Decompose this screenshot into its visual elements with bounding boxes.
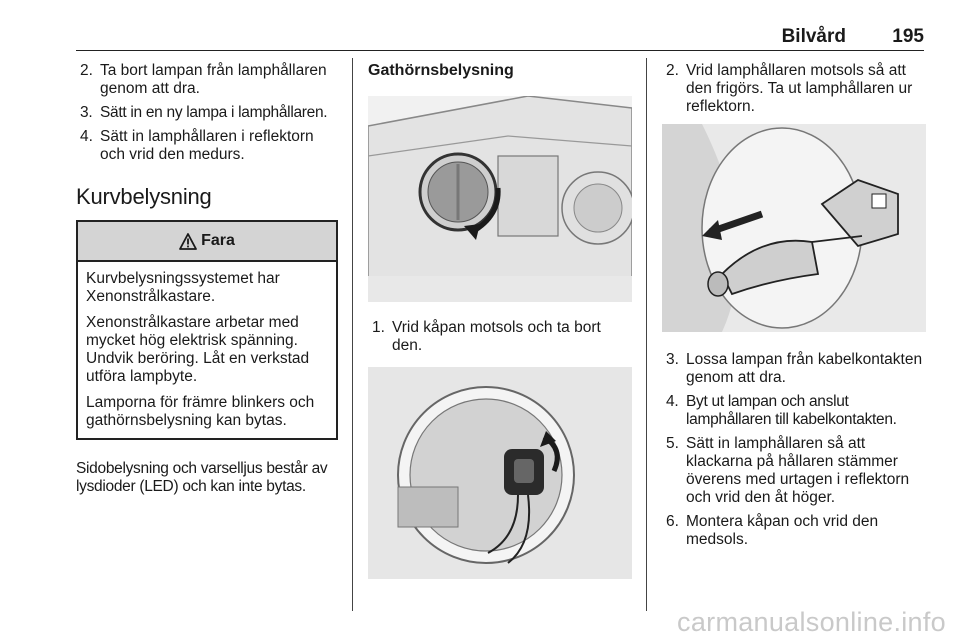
step-text: Sätt in lamphållaren så att klackarna på hållaren stämmer överens med urtagen i reflektorn och vrid den åt höger. — [686, 435, 910, 506]
led-note: Sidobelysning och varselljus består av lysdioder (LED) och kan inte bytas. — [76, 460, 328, 495]
step-item — [662, 62, 926, 116]
illustration-bulb-removal — [662, 124, 926, 332]
warning-paragraph: Xenonstrålkastare arbetar med mycket hög elektrisk spänning. Undvik beröring. Låt en verkstad utföra lampbyte. — [86, 314, 310, 385]
step-item — [76, 62, 338, 98]
step-number: 5. — [666, 435, 679, 452]
step-text: Ta bort lampan från lamphållaren genom att dra. — [100, 62, 327, 97]
step-number: 2. — [666, 62, 679, 79]
step-number: 3. — [80, 104, 93, 121]
warning-body — [78, 262, 336, 438]
step-text: Lossa lampan från kabelkontakten genom att dra. — [686, 351, 923, 386]
step-item — [662, 351, 926, 387]
step-text: Montera kåpan och vrid den medsols. — [686, 513, 879, 548]
watermark: carmanualsonline.info — [677, 607, 946, 637]
column-middle — [368, 62, 632, 584]
column-left — [76, 62, 338, 512]
page-header — [76, 20, 924, 51]
warning-paragraph: Kurvbelysningssystemet har Xenonstrålkastare. — [86, 270, 280, 305]
step-item — [76, 104, 338, 122]
page-number: 195 — [892, 26, 924, 47]
section-title: Bilvård — [781, 26, 846, 47]
step-number: 2. — [80, 62, 93, 79]
step-number: 4. — [80, 128, 93, 145]
warning-header — [78, 222, 336, 262]
step-text: Vrid kåpan motsols och ta bort den. — [392, 319, 601, 354]
warning-title: Fara — [201, 232, 235, 249]
danger-warning-box — [76, 220, 338, 440]
column-divider-right — [646, 58, 647, 611]
illustration-bulb-holder — [368, 367, 632, 579]
step-number: 6. — [666, 513, 679, 530]
step-text: Vrid lamphållaren motsols så att den frigörs. Ta ut lamphållaren ur reflektorn. — [686, 62, 913, 115]
warning-paragraph: Lamporna för främre blinkers och gathörnsbelysning kan bytas. — [86, 394, 315, 429]
step-number: 1. — [372, 319, 385, 336]
step-item — [662, 435, 926, 507]
column-right — [662, 62, 926, 555]
column-divider-left — [352, 58, 353, 611]
step-item — [662, 513, 926, 549]
step-item — [76, 128, 338, 164]
step-number: 4. — [666, 393, 679, 410]
step-text: Sätt in en ny lampa i lamphållaren. — [100, 104, 328, 121]
step-item — [368, 319, 632, 355]
step-item — [662, 393, 926, 429]
step-number: 3. — [666, 351, 679, 368]
step-text: Sätt in lamphållaren i reflektorn och vrid den medurs. — [100, 128, 314, 163]
section-heading-kurvbelysning: Kurvbelysning — [76, 184, 212, 209]
warning-triangle-icon — [179, 233, 197, 250]
illustration-headlamp-cover — [368, 96, 632, 302]
step-text: Byt ut lampan och anslut lamphållaren till kabelkontakten. — [686, 393, 897, 428]
section-heading-gathornsbelysning: Gathörnsbelysning — [368, 62, 514, 79]
